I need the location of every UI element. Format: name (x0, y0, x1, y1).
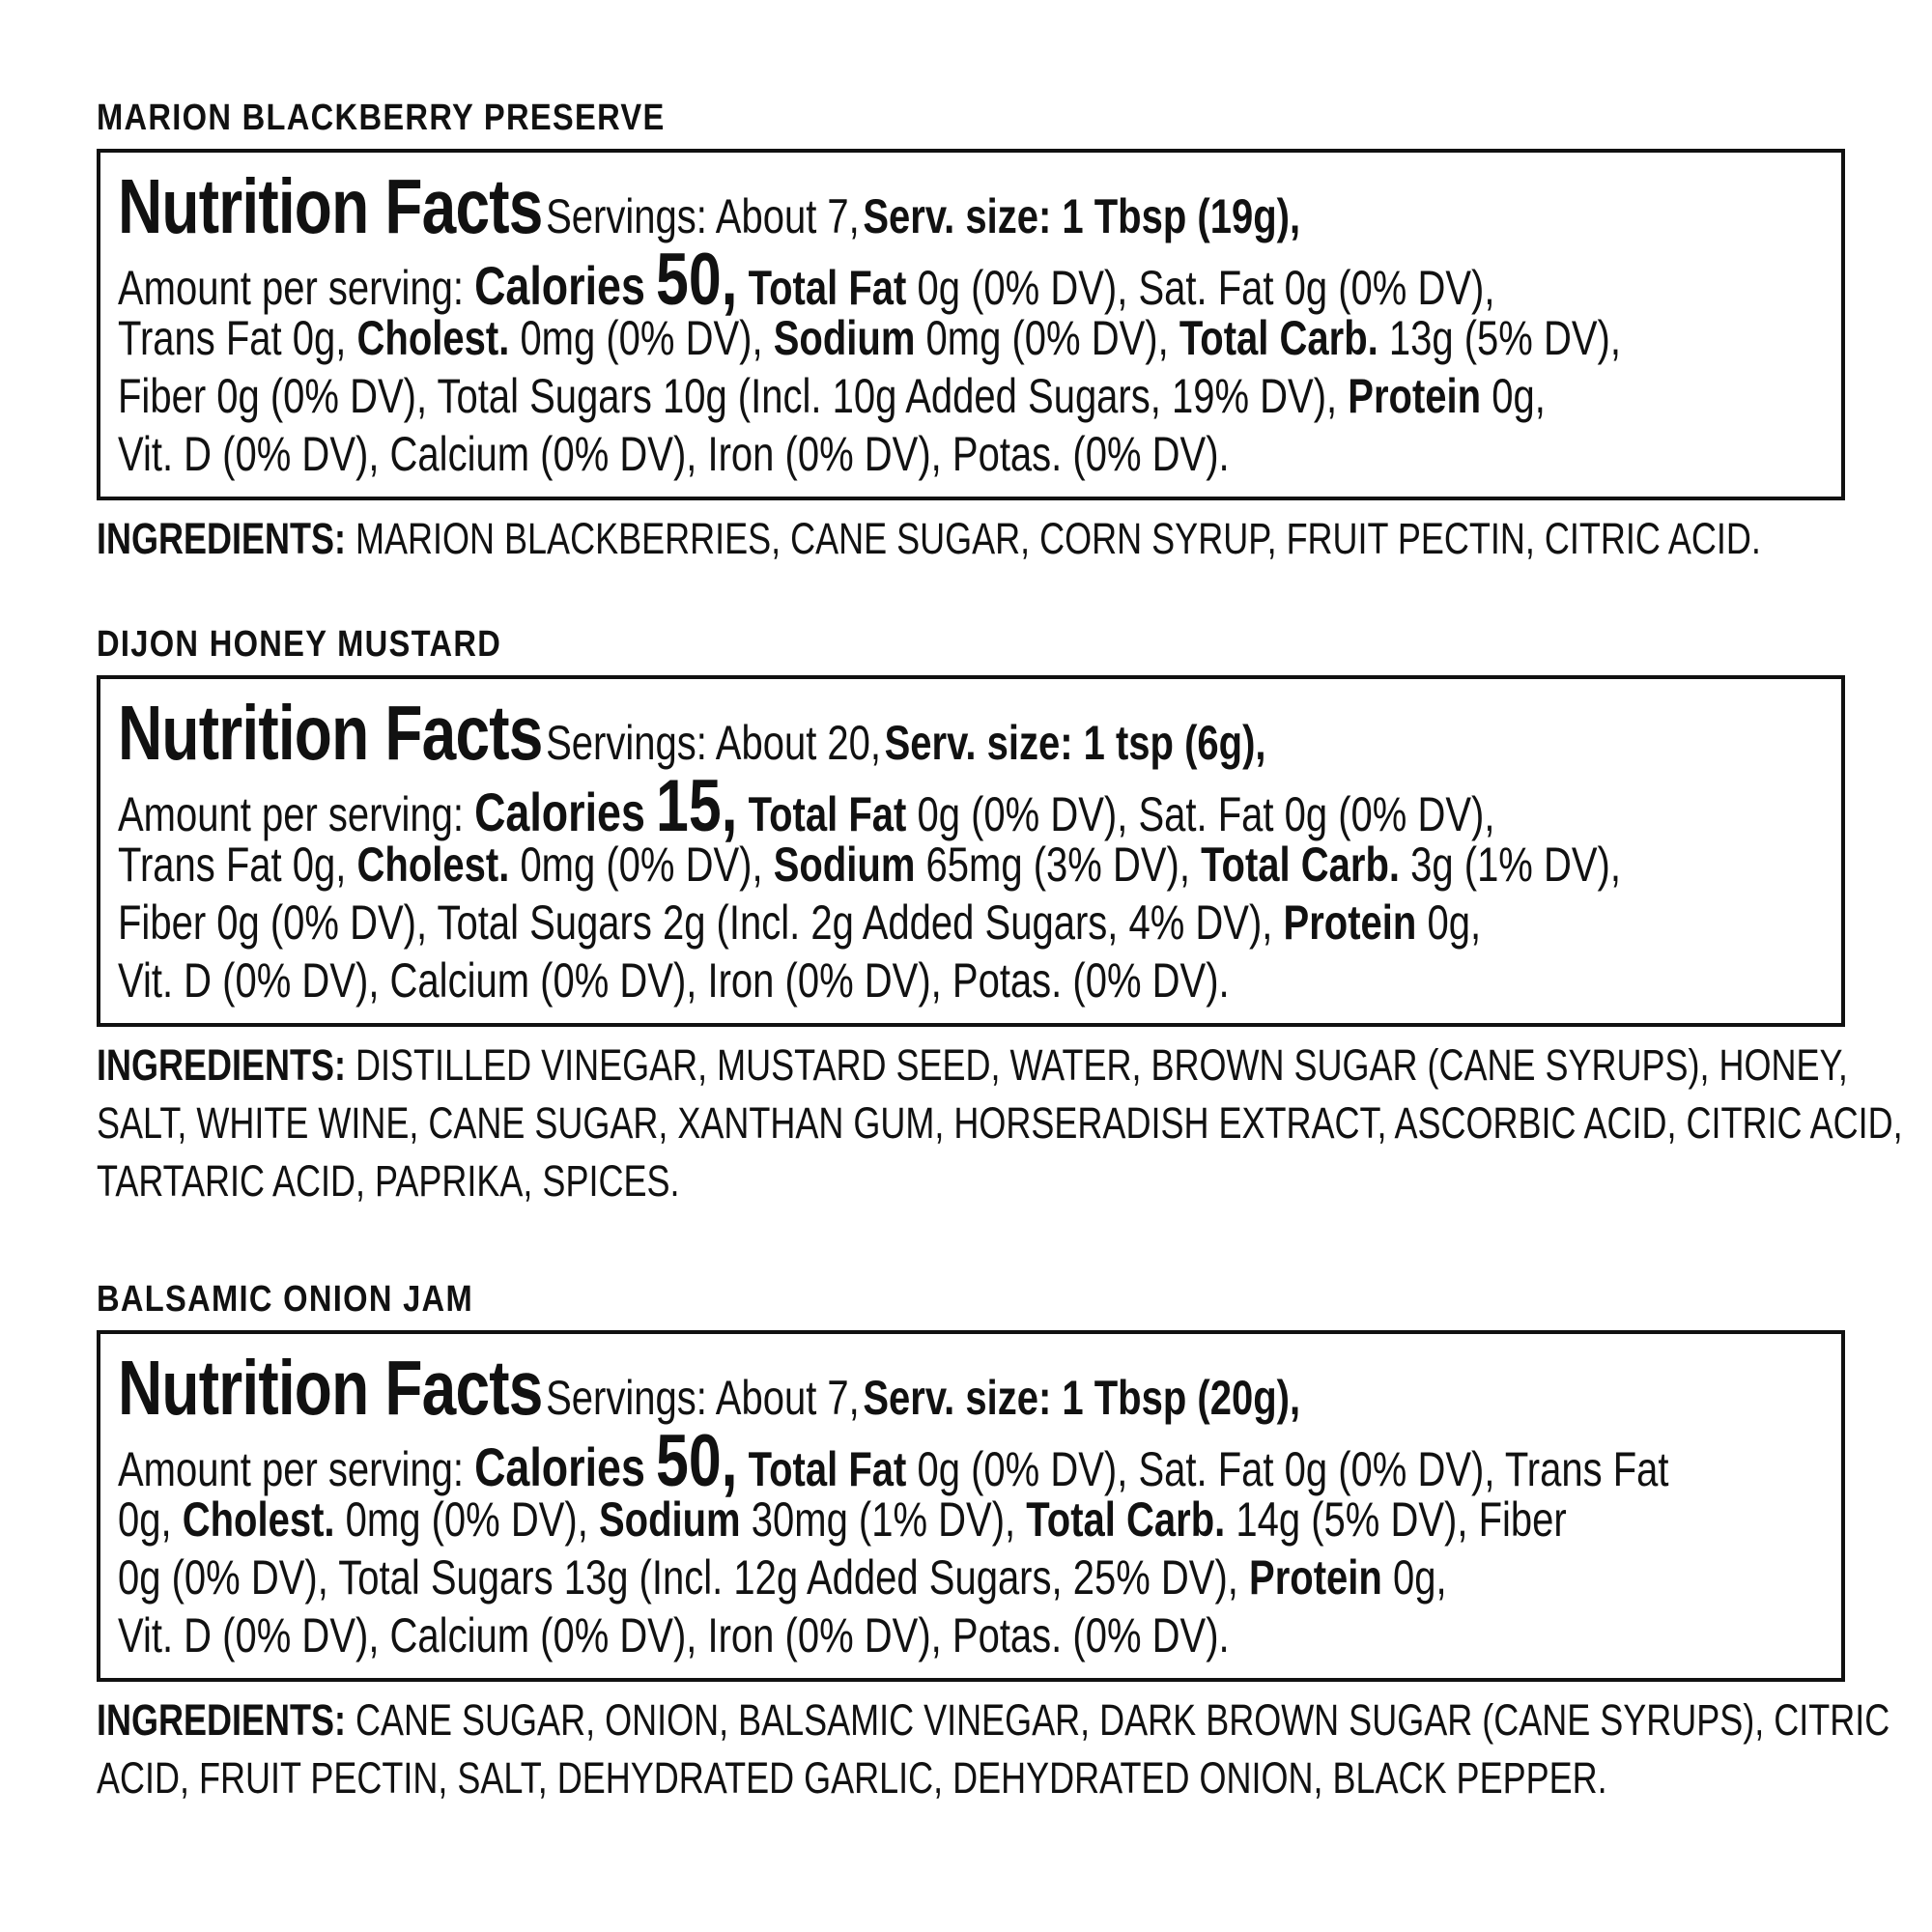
sodium-value: 30mg (1% DV), (751, 1492, 1016, 1547)
facts-line-3 (118, 1548, 1845, 1606)
fiber-sugars-text: 0g (0% DV), Total Sugars 13g (Incl. 12g Added Sugars, 25% DV), (118, 1550, 1238, 1605)
ingredients-block (97, 1037, 1903, 1210)
total-carb-label: Total Carb. (1179, 311, 1378, 365)
calories-value: 15, (656, 765, 738, 847)
cholesterol-value: 0mg (0% DV), (520, 311, 763, 365)
ingredients-label: INGREDIENTS: (97, 1040, 347, 1090)
product-section-dijon-honey-mustard (97, 621, 1903, 1210)
facts-line-4 (118, 425, 1845, 483)
ingredients-text: MARION BLACKBERRIES, CANE SUGAR, CORN SYRUP, FRUIT PECTIN, CITRIC ACID. (355, 514, 1761, 563)
facts-line-1 (118, 765, 1845, 847)
facts-body (118, 239, 1845, 483)
amount-per-serving-label: Amount per serving: (118, 1442, 464, 1496)
vitamins-minerals-text: Vit. D (0% DV), Calcium (0% DV), Iron (0% DV), Potas. (0% DV). (118, 953, 1230, 1008)
ingredients-text: CANE SUGAR, ONION, BALSAMIC VINEGAR, DARK BROWN SUGAR (CANE SYRUPS), CITRIC (355, 1695, 1890, 1745)
sodium-label: Sodium (773, 311, 916, 365)
facts-line-2 (118, 1491, 1845, 1548)
facts-body (118, 1420, 1845, 1664)
facts-line-3 (118, 894, 1845, 952)
protein-value: 0g, (1492, 369, 1546, 423)
cholesterol-label: Cholest. (182, 1492, 335, 1547)
protein-label: Protein (1249, 1550, 1382, 1605)
servings-text: Servings: About 7, (546, 189, 860, 243)
ingredients-line (97, 510, 1851, 568)
nutrition-facts-box (97, 149, 1845, 500)
calories-label: Calories (474, 781, 645, 842)
calories-label: Calories (474, 1436, 645, 1497)
calories-value: 50, (656, 1420, 738, 1502)
ingredients-text: ACID, FRUIT PECTIN, SALT, DEHYDRATED GARLIC, DEHYDRATED ONION, BLACK PEPPER. (97, 1753, 1607, 1803)
fiber-sugars-text: Fiber 0g (0% DV), Total Sugars 2g (Incl. 2g Added Sugars, 4% DV), (118, 895, 1273, 950)
product-title: MARION BLACKBERRY PRESERVE (97, 98, 666, 138)
cholesterol-label: Cholest. (356, 311, 510, 365)
facts-line-1-rest: 0g (0% DV), Sat. Fat 0g (0% DV), Trans Fat (917, 1442, 1669, 1496)
sodium-label: Sodium (773, 838, 916, 892)
ingredients-block (97, 1691, 1890, 1807)
facts-header (118, 1344, 1845, 1433)
ingredients-line (97, 1749, 1851, 1807)
product-title: BALSAMIC ONION JAM (97, 1279, 473, 1320)
total-fat-label: Total Fat (748, 1442, 907, 1496)
nutrition-facts-box (97, 1330, 1845, 1682)
nutrition-facts-heading: Nutrition Facts (118, 1345, 543, 1431)
facts-line-1-rest: 0g (0% DV), Sat. Fat 0g (0% DV), (917, 787, 1495, 841)
facts-line-1-rest: 0g (0% DV), Sat. Fat 0g (0% DV), (917, 261, 1495, 315)
facts-line-1 (118, 239, 1845, 321)
facts-header (118, 162, 1845, 251)
sodium-value: 65mg (3% DV), (925, 838, 1190, 892)
cholesterol-value: 0mg (0% DV), (520, 838, 763, 892)
ingredients-block (97, 510, 1845, 568)
nutrition-facts-heading: Nutrition Facts (118, 163, 543, 249)
calories-value: 50, (656, 239, 738, 321)
cholesterol-label: Cholest. (356, 838, 510, 892)
facts-header (118, 689, 1845, 778)
product-section-balsamic-onion-jam (97, 1276, 1890, 1807)
facts-line-2 (118, 309, 1845, 367)
nutrition-facts-box (97, 675, 1845, 1027)
total-carb-value: 14g (5% DV), Fiber (1236, 1492, 1567, 1547)
amount-per-serving-label: Amount per serving: (118, 787, 464, 841)
servings-text: Servings: About 20, (546, 716, 882, 770)
total-fat-label: Total Fat (748, 787, 907, 841)
ingredients-label: INGREDIENTS: (97, 1695, 347, 1745)
nutrition-facts-heading: Nutrition Facts (118, 690, 543, 776)
vitamins-minerals-text: Vit. D (0% DV), Calcium (0% DV), Iron (0% DV), Potas. (0% DV). (118, 427, 1230, 481)
ingredients-text: SALT, WHITE WINE, CANE SUGAR, XANTHAN GUM, HORSERADISH EXTRACT, ASCORBIC ACID, CITRIC ACID, (97, 1098, 1903, 1148)
total-carb-value: 3g (1% DV), (1410, 838, 1621, 892)
ingredients-line (97, 1037, 1851, 1094)
facts-body (118, 765, 1845, 1009)
total-carb-value: 13g (5% DV), (1388, 311, 1621, 365)
total-fat-label: Total Fat (748, 261, 907, 315)
facts-line-4 (118, 952, 1845, 1009)
sodium-value: 0mg (0% DV), (925, 311, 1169, 365)
serving-size-text: Serv. size: 1 tsp (6g), (884, 716, 1266, 770)
ingredients-text: TARTARIC ACID, PAPRIKA, SPICES. (97, 1156, 680, 1206)
ingredients-line (97, 1094, 1903, 1152)
total-carb-label: Total Carb. (1201, 838, 1401, 892)
calories-label: Calories (474, 255, 645, 316)
trans-fat-text: Trans Fat 0g, (118, 311, 347, 365)
facts-line-1 (118, 1420, 1845, 1502)
protein-label: Protein (1348, 369, 1482, 423)
amount-per-serving-label: Amount per serving: (118, 261, 464, 315)
cholesterol-value: 0mg (0% DV), (345, 1492, 588, 1547)
ingredients-line (97, 1152, 1851, 1210)
product-title: DIJON HONEY MUSTARD (97, 624, 502, 665)
protein-value: 0g, (1392, 1550, 1447, 1605)
ingredients-text: DISTILLED VINEGAR, MUSTARD SEED, WATER, BROWN SUGAR (CANE SYRUPS), HONEY, (355, 1040, 1848, 1090)
trans-fat-text: Trans Fat 0g, (118, 838, 347, 892)
serving-size-text: Serv. size: 1 Tbsp (19g), (863, 189, 1301, 243)
facts-line-3 (118, 367, 1845, 425)
ingredients-line (97, 1691, 1890, 1749)
product-section-marion-blackberry-preserve (97, 95, 1845, 568)
vitamins-minerals-text: Vit. D (0% DV), Calcium (0% DV), Iron (0% DV), Potas. (0% DV). (118, 1608, 1230, 1662)
trans-fat-text: 0g, (118, 1492, 172, 1547)
servings-text: Servings: About 7, (546, 1371, 860, 1425)
facts-line-2 (118, 836, 1845, 894)
sodium-label: Sodium (598, 1492, 741, 1547)
serving-size-text: Serv. size: 1 Tbsp (20g), (863, 1371, 1301, 1425)
ingredients-label: INGREDIENTS: (97, 514, 347, 563)
fiber-sugars-text: Fiber 0g (0% DV), Total Sugars 10g (Incl. 10g Added Sugars, 19% DV), (118, 369, 1338, 423)
protein-value: 0g, (1427, 895, 1482, 950)
total-carb-label: Total Carb. (1026, 1492, 1226, 1547)
facts-line-4 (118, 1606, 1845, 1664)
protein-label: Protein (1283, 895, 1417, 950)
